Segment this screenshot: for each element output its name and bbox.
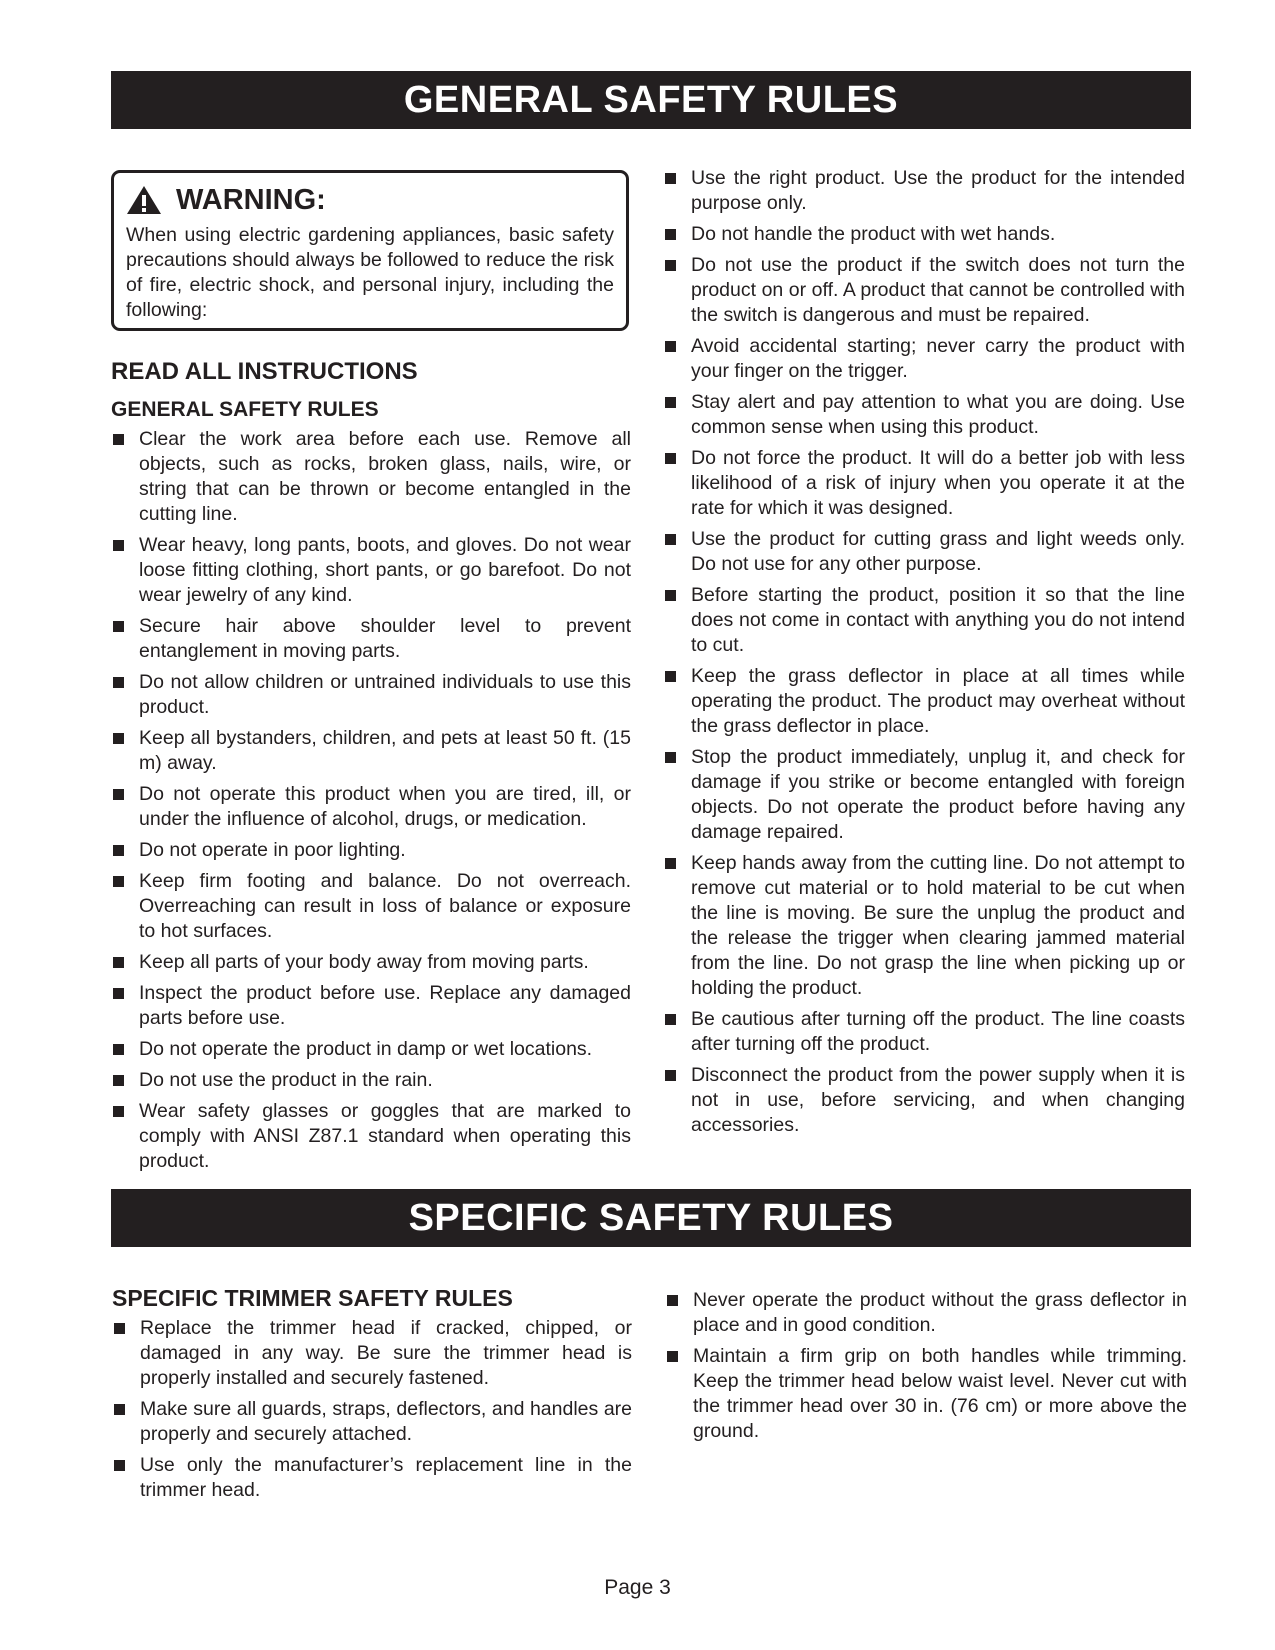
bullet-item [111, 1068, 631, 1093]
bullet-text: Keep the grass deflector in place at all times while operating the product. The product may overheat without the grass deflector in place. [691, 665, 1185, 737]
bullet-item [663, 745, 1185, 845]
general-left-column [111, 170, 631, 1180]
bullet-item [111, 838, 631, 863]
general-safety-subheading: GENERAL SAFETY RULES [111, 398, 379, 421]
bullet-item [663, 1007, 1185, 1057]
square-bullet-icon [665, 858, 676, 869]
square-bullet-icon [113, 957, 124, 968]
warning-box [111, 170, 629, 331]
square-bullet-icon [113, 677, 124, 688]
warning-text: When using electric gardening appliances, basic safety precautions should always be followed to reduce the risk of fire, electric shock, and personal injury, including the following: [126, 224, 614, 321]
square-bullet-icon [665, 260, 676, 271]
bullet-text: Never operate the product without the grass deflector in place and in good condition. [693, 1289, 1187, 1336]
bullet-text: Keep hands away from the cutting line. Do not attempt to remove cut material or to hold material to be cut when the line is moving. Be sure the unplug the product and the release the trigger when clearing jammed material from the line. Do not grasp the line when picking up or holding the product. [691, 852, 1185, 999]
bullet-text: Avoid accidental starting; never carry the product with your finger on the trigger. [691, 335, 1185, 382]
square-bullet-icon [113, 1075, 124, 1086]
bullet-item [665, 1344, 1187, 1444]
bullet-item [111, 670, 631, 720]
square-bullet-icon [665, 1070, 676, 1081]
bullet-text: Use the product for cutting grass and light weeds only. Do not use for any other purpose. [691, 528, 1185, 575]
bullet-text: Disconnect the product from the power supply when it is not in use, before servicing, and when changing accessories. [691, 1064, 1185, 1136]
bullet-item [111, 782, 631, 832]
bullet-item [111, 726, 631, 776]
bullet-item [663, 253, 1185, 328]
bullet-item [663, 664, 1185, 739]
square-bullet-icon [665, 1014, 676, 1025]
bullet-text: Be cautious after turning off the product. The line coasts after turning off the product. [691, 1008, 1185, 1055]
square-bullet-icon [113, 540, 124, 551]
general-safety-banner: GENERAL SAFETY RULES [111, 71, 1191, 129]
bullet-item [111, 1037, 631, 1062]
bullet-item [663, 851, 1185, 1001]
square-bullet-icon [665, 229, 676, 240]
bullet-text: Wear safety glasses or goggles that are marked to comply with ANSI Z87.1 standard when operating this product. [139, 1100, 631, 1172]
general-right-column [663, 166, 1185, 1144]
square-bullet-icon [665, 590, 676, 601]
bullet-item [663, 222, 1185, 247]
specific-right-column [665, 1288, 1187, 1450]
bullet-text: Maintain a firm grip on both handles while trimming. Keep the trimmer head below waist level. Never cut with the trimmer head over 30 in. (76 cm) or more above the ground. [693, 1345, 1187, 1442]
square-bullet-icon [114, 1404, 125, 1415]
square-bullet-icon [665, 173, 676, 184]
bullet-text: Stop the product immediately, unplug it, and check for damage if you strike or become entangled with foreign objects. Do not operate the product before having any damage repaired. [691, 746, 1185, 843]
bullet-item [665, 1288, 1187, 1338]
square-bullet-icon [113, 733, 124, 744]
square-bullet-icon [665, 752, 676, 763]
bullet-text: Use the right product. Use the product for the intended purpose only. [691, 167, 1185, 214]
square-bullet-icon [113, 988, 124, 999]
square-bullet-icon [113, 621, 124, 632]
bullet-text: Do not operate in poor lighting. [139, 839, 406, 861]
bullet-text: Do not allow children or untrained individuals to use this product. [139, 671, 631, 718]
specific-left-column [112, 1284, 632, 1509]
bullet-item [663, 334, 1185, 384]
square-bullet-icon [113, 876, 124, 887]
square-bullet-icon [114, 1323, 125, 1334]
specific-right-list [665, 1288, 1187, 1444]
square-bullet-icon [113, 789, 124, 800]
bullet-text: Keep all bystanders, children, and pets at least 50 ft. (15 m) away. [139, 727, 631, 774]
square-bullet-icon [665, 397, 676, 408]
square-bullet-icon [113, 1044, 124, 1055]
square-bullet-icon [667, 1351, 678, 1362]
specific-trimmer-heading: SPECIFIC TRIMMER SAFETY RULES [112, 1285, 513, 1311]
bullet-text: Do not use the product in the rain. [139, 1069, 433, 1091]
bullet-text: Stay alert and pay attention to what you are doing. Use common sense when using this product. [691, 391, 1185, 438]
square-bullet-icon [113, 1106, 124, 1117]
bullet-item [111, 1099, 631, 1174]
square-bullet-icon [667, 1295, 678, 1306]
square-bullet-icon [113, 845, 124, 856]
page-number: Page 3 [604, 1576, 671, 1599]
square-bullet-icon [665, 341, 676, 352]
bullet-item [111, 533, 631, 608]
bullet-item [112, 1453, 632, 1503]
square-bullet-icon [114, 1460, 125, 1471]
bullet-item [663, 390, 1185, 440]
specific-safety-banner: SPECIFIC SAFETY RULES [111, 1189, 1191, 1247]
warning-header [126, 185, 614, 215]
square-bullet-icon [665, 671, 676, 682]
bullet-item [111, 869, 631, 944]
bullet-text: Replace the trimmer head if cracked, chipped, or damaged in any way. Be sure the trimmer head is properly installed and securely fastened. [140, 1317, 632, 1389]
bullet-item [111, 981, 631, 1031]
general-right-list [663, 166, 1185, 1138]
bullet-item [663, 1063, 1185, 1138]
read-all-instructions-heading: READ ALL INSTRUCTIONS [111, 358, 418, 385]
square-bullet-icon [665, 534, 676, 545]
bullet-text: Do not use the product if the switch does not turn the product on or off. A product that cannot be controlled with the switch is dangerous and must be repaired. [691, 254, 1185, 326]
bullet-text: Keep firm footing and balance. Do not overreach. Overreaching can result in loss of balance or exposure to hot surfaces. [139, 870, 631, 942]
bullet-text: Wear heavy, long pants, boots, and gloves. Do not wear loose fitting clothing, short pants, or go barefoot. Do not wear jewelry of any kind. [139, 534, 631, 606]
specific-left-list [112, 1316, 632, 1503]
bullet-item [111, 427, 631, 527]
bullet-item [663, 583, 1185, 658]
square-bullet-icon [113, 434, 124, 445]
bullet-text: Do not force the product. It will do a better job with less likelihood of a risk of injury when you operate it at the rate for which it was designed. [691, 447, 1185, 519]
warning-triangle-icon [126, 185, 162, 215]
bullet-text: Inspect the product before use. Replace any damaged parts before use. [139, 982, 631, 1029]
general-left-list [111, 427, 631, 1174]
bullet-text: Clear the work area before each use. Remove all objects, such as rocks, broken glass, nails, wire, or string that can be thrown or become entangled in the cutting line. [139, 428, 631, 525]
bullet-item [112, 1316, 632, 1391]
bullet-text: Secure hair above shoulder level to prevent entanglement in moving parts. [139, 615, 631, 662]
bullet-item [663, 446, 1185, 521]
bullet-item [663, 166, 1185, 216]
warning-title: WARNING: [176, 184, 326, 216]
bullet-text: Make sure all guards, straps, deflectors, and handles are properly and securely attached. [140, 1398, 632, 1445]
square-bullet-icon [665, 453, 676, 464]
bullet-item [663, 527, 1185, 577]
bullet-text: Do not handle the product with wet hands. [691, 223, 1056, 245]
bullet-item [111, 950, 631, 975]
bullet-item [111, 614, 631, 664]
bullet-text: Before starting the product, position it so that the line does not come in contact with anything you do not intend to cut. [691, 584, 1185, 656]
bullet-text: Keep all parts of your body away from moving parts. [139, 951, 589, 973]
bullet-text: Do not operate this product when you are tired, ill, or under the influence of alcohol, drugs, or medication. [139, 783, 631, 830]
bullet-text: Do not operate the product in damp or wet locations. [139, 1038, 593, 1060]
bullet-item [112, 1397, 632, 1447]
bullet-text: Use only the manufacturer’s replacement line in the trimmer head. [140, 1454, 632, 1501]
